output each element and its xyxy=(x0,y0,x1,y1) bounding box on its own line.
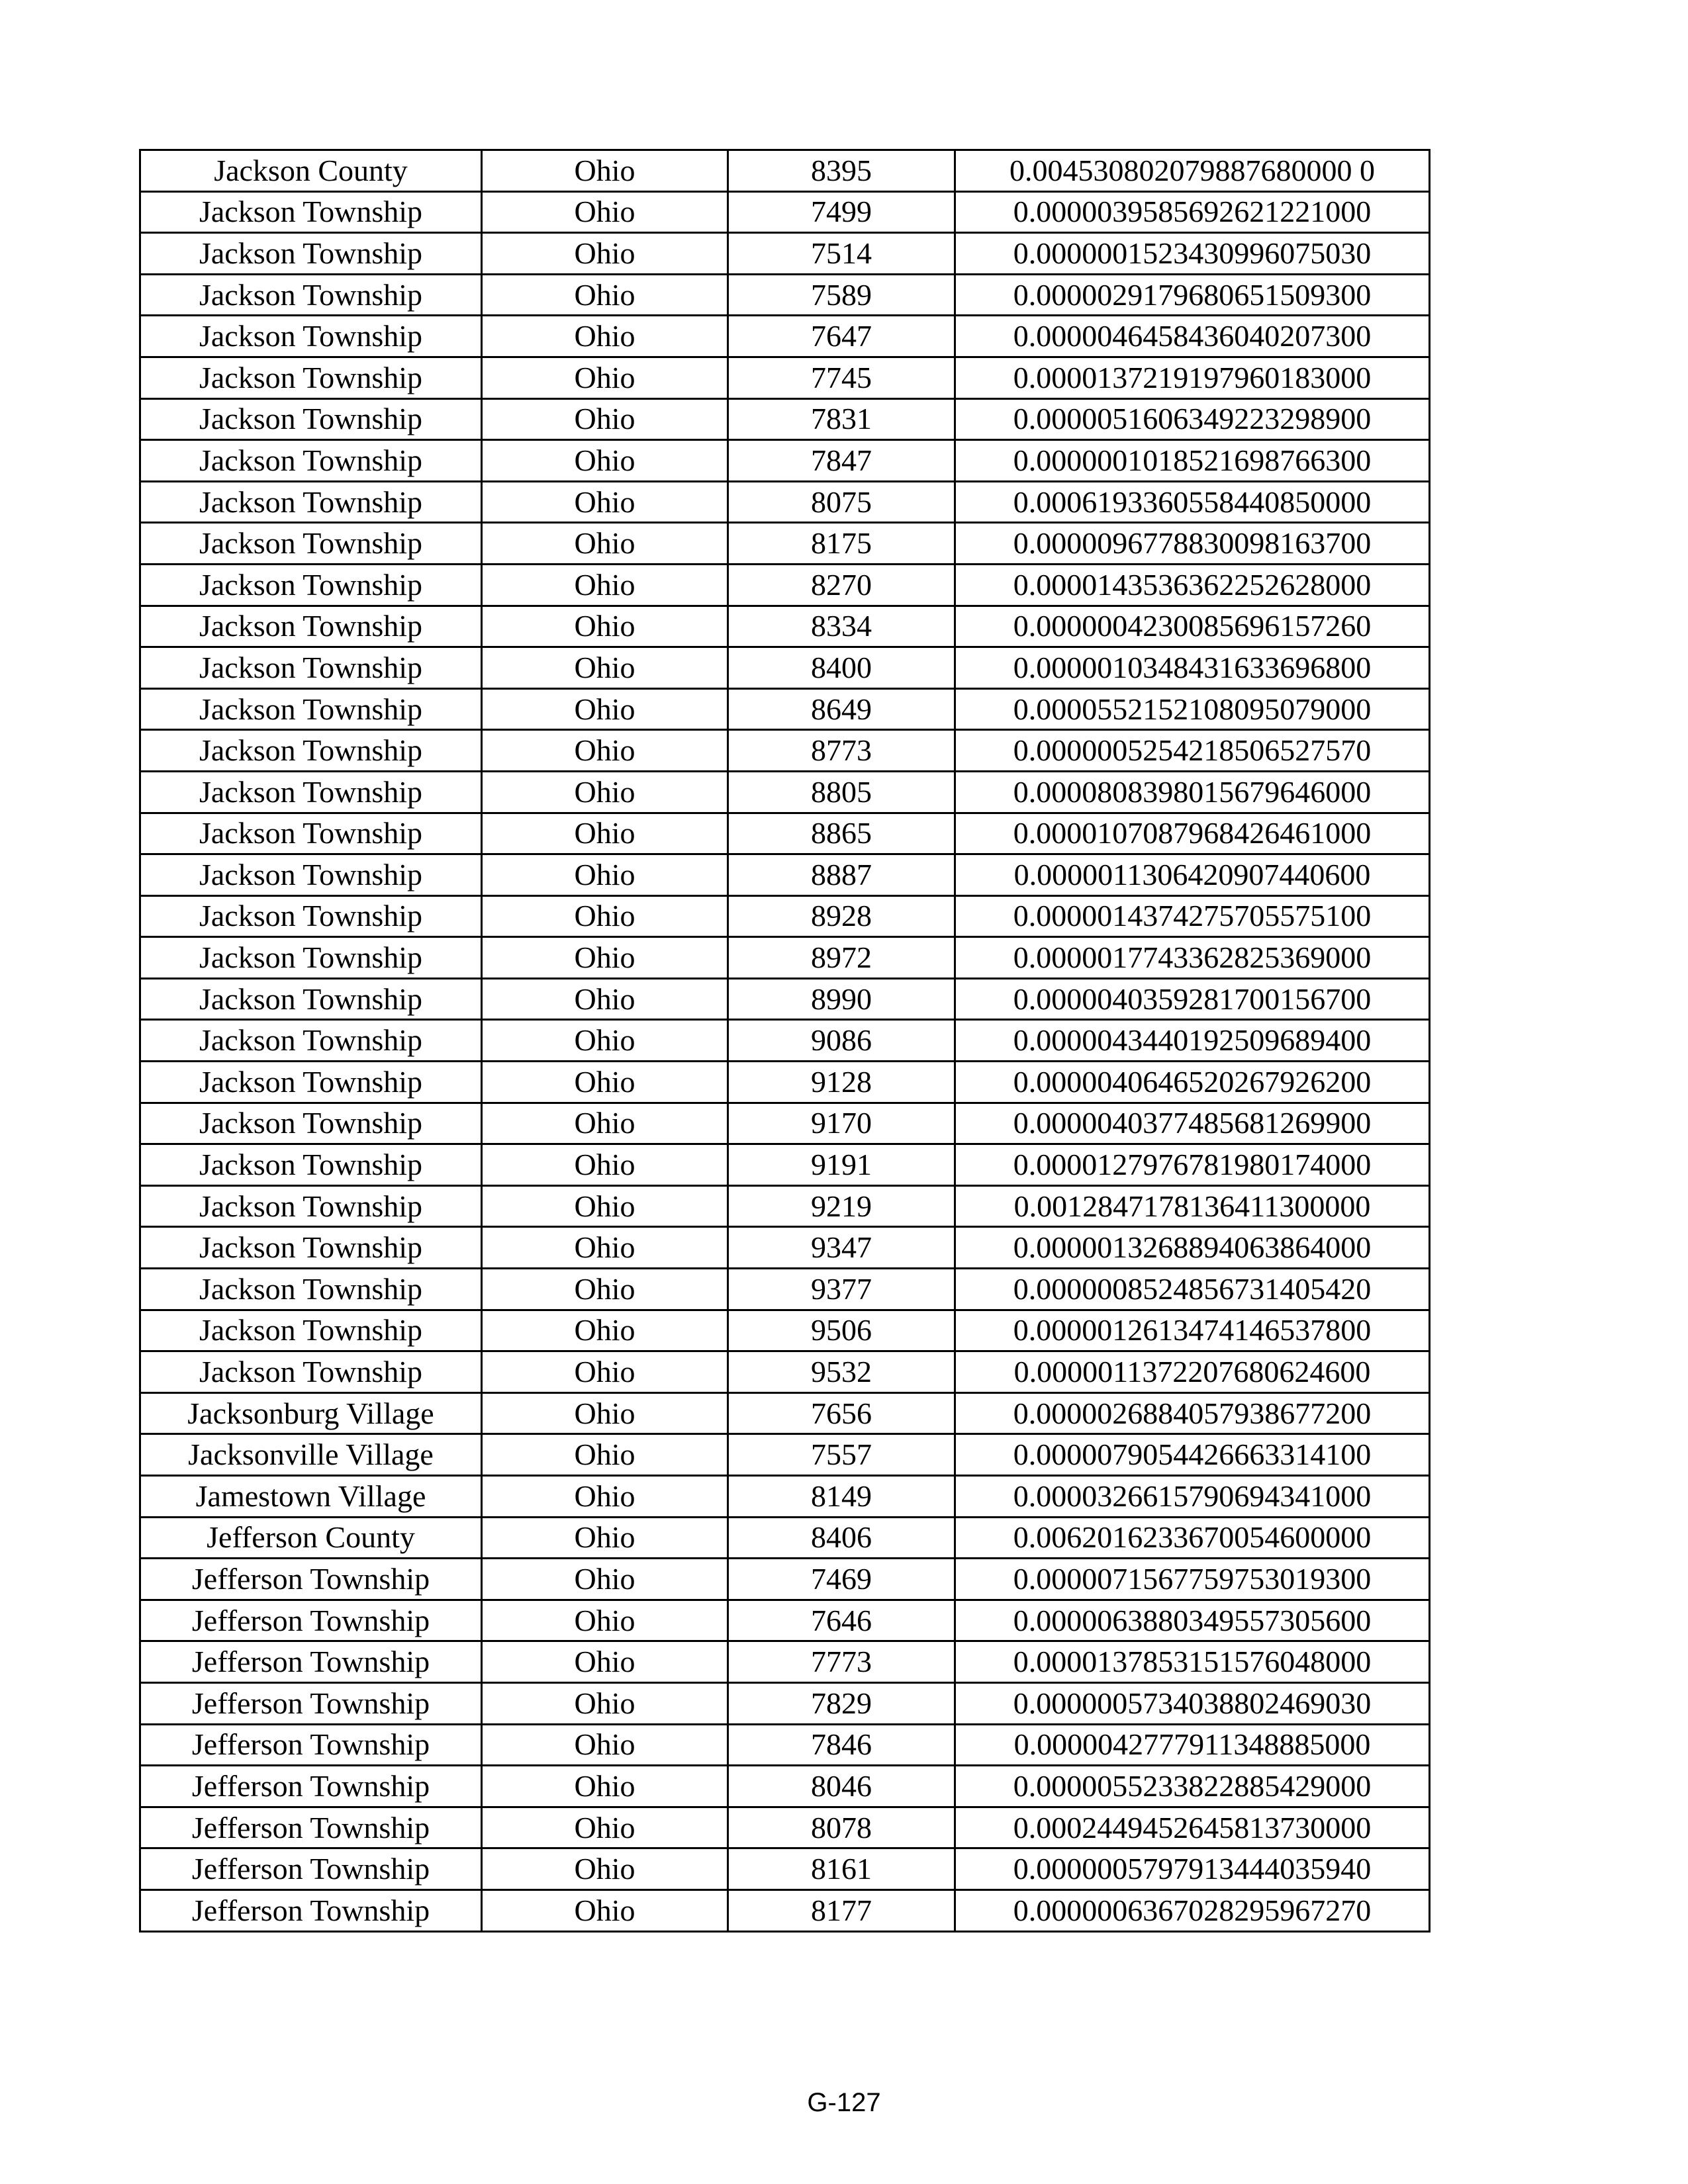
percentage-cell: 0.0000011372207680624600 xyxy=(955,1351,1430,1393)
locality-name-cell: Jacksonville Village xyxy=(140,1434,482,1476)
id-cell: 8395 xyxy=(728,150,955,192)
locality-name-cell: Jackson Township xyxy=(140,978,482,1020)
percentage-cell: 0.0000552152108095079000 xyxy=(955,688,1430,730)
id-cell: 7745 xyxy=(728,357,955,398)
id-cell: 9086 xyxy=(728,1020,955,1062)
state-cell: Ohio xyxy=(482,150,728,192)
table-row xyxy=(140,1848,1430,1890)
id-cell: 7656 xyxy=(728,1392,955,1434)
id-cell: 8972 xyxy=(728,937,955,979)
table-row xyxy=(140,1103,1430,1144)
state-cell: Ohio xyxy=(482,357,728,398)
locality-name-cell: Jefferson Township xyxy=(140,1848,482,1890)
percentage-cell: 0.0000051606349223298900 xyxy=(955,398,1430,440)
table-row xyxy=(140,440,1430,482)
percentage-cell: 0.0000107087968426461000 xyxy=(955,813,1430,854)
state-cell: Ohio xyxy=(482,1848,728,1890)
table-row xyxy=(140,771,1430,813)
table-row xyxy=(140,398,1430,440)
locality-name-cell: Jackson Township xyxy=(140,1103,482,1144)
table-row xyxy=(140,854,1430,896)
table-row xyxy=(140,1724,1430,1766)
table-row xyxy=(140,1269,1430,1310)
state-cell: Ohio xyxy=(482,274,728,316)
table-row xyxy=(140,1144,1430,1186)
state-cell: Ohio xyxy=(482,523,728,565)
table-row xyxy=(140,150,1430,192)
table-row xyxy=(140,191,1430,233)
locality-name-cell: Jackson Township xyxy=(140,357,482,398)
state-cell: Ohio xyxy=(482,398,728,440)
id-cell: 8773 xyxy=(728,730,955,772)
id-cell: 8270 xyxy=(728,564,955,606)
percentage-cell: 0.0000042777911348885000 xyxy=(955,1724,1430,1766)
id-cell: 8175 xyxy=(728,523,955,565)
id-cell: 7557 xyxy=(728,1434,955,1476)
state-cell: Ohio xyxy=(482,1144,728,1186)
locality-name-cell: Jefferson Township xyxy=(140,1889,482,1931)
percentage-cell: 0.0000011306420907440600 xyxy=(955,854,1430,896)
percentage-cell: 0.0000005734038802469030 xyxy=(955,1682,1430,1724)
id-cell: 7773 xyxy=(728,1641,955,1683)
locality-name-cell: Jackson Township xyxy=(140,1144,482,1186)
percentage-cell: 0.0006193360558440850000 xyxy=(955,481,1430,523)
percentage-cell: 0.0000039585692621221000 xyxy=(955,191,1430,233)
state-cell: Ohio xyxy=(482,440,728,482)
state-cell: Ohio xyxy=(482,647,728,689)
locality-name-cell: Jefferson Township xyxy=(140,1766,482,1807)
percentage-cell: 0.0000029179680651509300 xyxy=(955,274,1430,316)
id-cell: 8649 xyxy=(728,688,955,730)
id-cell: 9191 xyxy=(728,1144,955,1186)
percentage-cell: 0.0000096778830098163700 xyxy=(955,523,1430,565)
state-cell: Ohio xyxy=(482,1559,728,1600)
table-row xyxy=(140,481,1430,523)
table-body xyxy=(140,150,1430,1932)
locality-name-cell: Jackson Township xyxy=(140,1269,482,1310)
id-cell: 8075 xyxy=(728,481,955,523)
state-cell: Ohio xyxy=(482,481,728,523)
table-row xyxy=(140,937,1430,979)
locality-name-cell: Jackson Township xyxy=(140,233,482,275)
locality-name-cell: Jefferson Township xyxy=(140,1807,482,1848)
id-cell: 8400 xyxy=(728,647,955,689)
locality-name-cell: Jackson Township xyxy=(140,1310,482,1351)
percentage-cell: 0.0062016233670054600000 xyxy=(955,1517,1430,1559)
id-cell: 8078 xyxy=(728,1807,955,1848)
state-cell: Ohio xyxy=(482,854,728,896)
percentage-cell: 0.0000071567759753019300 xyxy=(955,1559,1430,1600)
percentage-cell: 0.0000006367028295967270 xyxy=(955,1889,1430,1931)
id-cell: 8865 xyxy=(728,813,955,854)
percentage-cell: 0.0000005254218506527570 xyxy=(955,730,1430,772)
state-cell: Ohio xyxy=(482,1724,728,1766)
locality-name-cell: Jackson Township xyxy=(140,937,482,979)
state-cell: Ohio xyxy=(482,1351,728,1393)
table-row xyxy=(140,1392,1430,1434)
locality-name-cell: Jefferson Township xyxy=(140,1724,482,1766)
locality-name-cell: Jefferson Township xyxy=(140,1682,482,1724)
id-cell: 7847 xyxy=(728,440,955,482)
state-cell: Ohio xyxy=(482,937,728,979)
id-cell: 9128 xyxy=(728,1062,955,1103)
id-cell: 7846 xyxy=(728,1724,955,1766)
locality-name-cell: Jackson Township xyxy=(140,316,482,357)
id-cell: 8177 xyxy=(728,1889,955,1931)
state-cell: Ohio xyxy=(482,1269,728,1310)
id-cell: 8334 xyxy=(728,606,955,647)
state-cell: Ohio xyxy=(482,1185,728,1227)
locality-name-cell: Jackson Township xyxy=(140,1062,482,1103)
percentage-cell: 0.0000005797913444035940 xyxy=(955,1848,1430,1890)
percentage-cell: 0.0000046458436040207300 xyxy=(955,316,1430,357)
state-cell: Ohio xyxy=(482,688,728,730)
id-cell: 8805 xyxy=(728,771,955,813)
percentage-cell: 0.0000004230085696157260 xyxy=(955,606,1430,647)
locality-name-cell: Jackson Township xyxy=(140,191,482,233)
state-cell: Ohio xyxy=(482,730,728,772)
id-cell: 8046 xyxy=(728,1766,955,1807)
percentage-cell: 0.0000137853151576048000 xyxy=(955,1641,1430,1683)
locality-name-cell: Jackson Township xyxy=(140,1351,482,1393)
state-cell: Ohio xyxy=(482,1227,728,1269)
locality-name-cell: Jackson Township xyxy=(140,730,482,772)
table-row xyxy=(140,730,1430,772)
id-cell: 9377 xyxy=(728,1269,955,1310)
state-cell: Ohio xyxy=(482,1641,728,1683)
id-cell: 7829 xyxy=(728,1682,955,1724)
state-cell: Ohio xyxy=(482,1600,728,1641)
percentage-cell: 0.0000040359281700156700 xyxy=(955,978,1430,1020)
id-cell: 7499 xyxy=(728,191,955,233)
percentage-cell: 0.0002449452645813730000 xyxy=(955,1807,1430,1848)
state-cell: Ohio xyxy=(482,606,728,647)
table-row xyxy=(140,1641,1430,1683)
table-row xyxy=(140,1351,1430,1393)
table-row xyxy=(140,688,1430,730)
state-cell: Ohio xyxy=(482,1807,728,1848)
percentage-cell: 0.0000017743362825369000 xyxy=(955,937,1430,979)
table-row xyxy=(140,1559,1430,1600)
state-cell: Ohio xyxy=(482,1434,728,1476)
locality-name-cell: Jackson Township xyxy=(140,771,482,813)
locality-name-cell: Jackson Township xyxy=(140,1227,482,1269)
table-row xyxy=(140,274,1430,316)
locality-name-cell: Jacksonburg Village xyxy=(140,1392,482,1434)
table-row xyxy=(140,1766,1430,1807)
table-row xyxy=(140,1227,1430,1269)
id-cell: 7646 xyxy=(728,1600,955,1641)
locality-name-cell: Jackson Township xyxy=(140,440,482,482)
locality-name-cell: Jackson Township xyxy=(140,813,482,854)
state-cell: Ohio xyxy=(482,1476,728,1518)
locality-name-cell: Jefferson County xyxy=(140,1517,482,1559)
percentage-cell: 0.0000808398015679646000 xyxy=(955,771,1430,813)
locality-name-cell: Jackson Township xyxy=(140,895,482,937)
state-cell: Ohio xyxy=(482,564,728,606)
id-cell: 9347 xyxy=(728,1227,955,1269)
id-cell: 9170 xyxy=(728,1103,955,1144)
locality-name-cell: Jamestown Village xyxy=(140,1476,482,1518)
locality-name-cell: Jackson Township xyxy=(140,564,482,606)
page-number: G-127 xyxy=(807,2088,881,2117)
locality-name-cell: Jackson Township xyxy=(140,1020,482,1062)
id-cell: 7514 xyxy=(728,233,955,275)
id-cell: 8149 xyxy=(728,1476,955,1518)
percentage-cell: 0.0000026884057938677200 xyxy=(955,1392,1430,1434)
id-cell: 9506 xyxy=(728,1310,955,1351)
percentage-cell: 0.0000143536362252628000 xyxy=(955,564,1430,606)
percentage-cell: 0.0000043440192509689400 xyxy=(955,1020,1430,1062)
percentage-cell: 0.0000010348431633696800 xyxy=(955,647,1430,689)
id-cell: 7831 xyxy=(728,398,955,440)
id-cell: 8406 xyxy=(728,1517,955,1559)
locality-name-cell: Jefferson Township xyxy=(140,1641,482,1683)
percentage-cell: 0.0000137219197960183000 xyxy=(955,357,1430,398)
locality-name-cell: Jackson Township xyxy=(140,398,482,440)
table-row xyxy=(140,606,1430,647)
table-row xyxy=(140,813,1430,854)
locality-name-cell: Jackson Township xyxy=(140,1185,482,1227)
percentage-cell: 0.0000014374275705575100 xyxy=(955,895,1430,937)
id-cell: 7469 xyxy=(728,1559,955,1600)
locality-name-cell: Jackson Township xyxy=(140,274,482,316)
table-row xyxy=(140,1517,1430,1559)
id-cell: 8990 xyxy=(728,978,955,1020)
id-cell: 8161 xyxy=(728,1848,955,1890)
table-row xyxy=(140,1185,1430,1227)
state-cell: Ohio xyxy=(482,895,728,937)
state-cell: Ohio xyxy=(482,771,728,813)
table-row xyxy=(140,1310,1430,1351)
table-row xyxy=(140,1807,1430,1848)
percentage-cell: 0.0000008524856731405420 xyxy=(955,1269,1430,1310)
percentage-cell: 0.0000063880349557305600 xyxy=(955,1600,1430,1641)
locality-name-cell: Jackson Township xyxy=(140,647,482,689)
table-row xyxy=(140,564,1430,606)
percentage-cell: 0.0000127976781980174000 xyxy=(955,1144,1430,1186)
table-row xyxy=(140,1062,1430,1103)
id-cell: 8887 xyxy=(728,854,955,896)
table-row xyxy=(140,316,1430,357)
percentage-cell: 0.0000040646520267926200 xyxy=(955,1062,1430,1103)
state-cell: Ohio xyxy=(482,978,728,1020)
percentage-cell: 0.0000001018521698766300 xyxy=(955,440,1430,482)
table-row xyxy=(140,233,1430,275)
percentage-cell: 0.0000001523430996075030 xyxy=(955,233,1430,275)
allocation-table xyxy=(139,149,1430,1933)
table-row xyxy=(140,1682,1430,1724)
locality-name-cell: Jackson County xyxy=(140,150,482,192)
percentage-cell: 0.0000326615790694341000 xyxy=(955,1476,1430,1518)
table-row xyxy=(140,1476,1430,1518)
locality-name-cell: Jackson Township xyxy=(140,854,482,896)
id-cell: 8928 xyxy=(728,895,955,937)
id-cell: 7647 xyxy=(728,316,955,357)
id-cell: 9532 xyxy=(728,1351,955,1393)
state-cell: Ohio xyxy=(482,233,728,275)
locality-name-cell: Jefferson Township xyxy=(140,1600,482,1641)
table-row xyxy=(140,895,1430,937)
table-row xyxy=(140,523,1430,565)
percentage-cell: 0.004530802079887680000 0 xyxy=(955,150,1430,192)
id-cell: 9219 xyxy=(728,1185,955,1227)
state-cell: Ohio xyxy=(482,1682,728,1724)
locality-name-cell: Jackson Township xyxy=(140,606,482,647)
state-cell: Ohio xyxy=(482,316,728,357)
state-cell: Ohio xyxy=(482,1517,728,1559)
state-cell: Ohio xyxy=(482,1062,728,1103)
locality-name-cell: Jackson Township xyxy=(140,481,482,523)
locality-name-cell: Jackson Township xyxy=(140,688,482,730)
percentage-cell: 0.0000055233822885429000 xyxy=(955,1766,1430,1807)
state-cell: Ohio xyxy=(482,1766,728,1807)
table-row xyxy=(140,978,1430,1020)
id-cell: 7589 xyxy=(728,274,955,316)
state-cell: Ohio xyxy=(482,1889,728,1931)
percentage-cell: 0.0000013268894063864000 xyxy=(955,1227,1430,1269)
table-row xyxy=(140,1020,1430,1062)
state-cell: Ohio xyxy=(482,813,728,854)
table-row xyxy=(140,647,1430,689)
locality-name-cell: Jackson Township xyxy=(140,523,482,565)
percentage-cell: 0.0000012613474146537800 xyxy=(955,1310,1430,1351)
table-row xyxy=(140,1889,1430,1931)
percentage-cell: 0.0000040377485681269900 xyxy=(955,1103,1430,1144)
locality-name-cell: Jefferson Township xyxy=(140,1559,482,1600)
state-cell: Ohio xyxy=(482,191,728,233)
percentage-cell: 0.0012847178136411300000 xyxy=(955,1185,1430,1227)
state-cell: Ohio xyxy=(482,1310,728,1351)
table-row xyxy=(140,1434,1430,1476)
table-row xyxy=(140,357,1430,398)
state-cell: Ohio xyxy=(482,1392,728,1434)
percentage-cell: 0.0000079054426663314100 xyxy=(955,1434,1430,1476)
state-cell: Ohio xyxy=(482,1020,728,1062)
table-row xyxy=(140,1600,1430,1641)
state-cell: Ohio xyxy=(482,1103,728,1144)
